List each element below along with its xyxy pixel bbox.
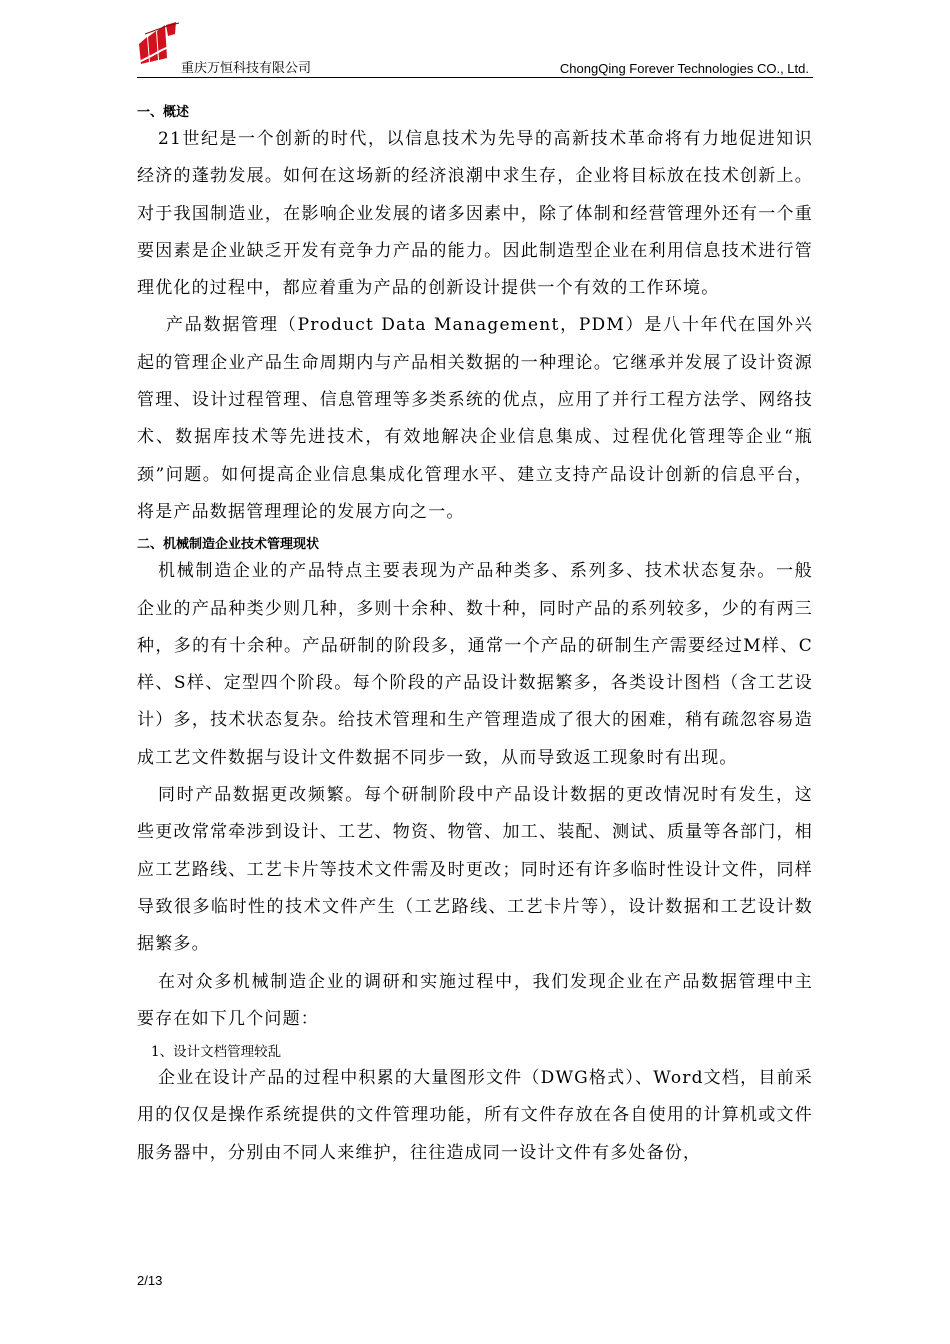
page-number: 2/13 bbox=[137, 1273, 163, 1288]
paragraph-status-1: 机械制造企业的产品特点主要表现为产品种类多、系列多、技术状态复杂。一般企业的产品种类少则几种，多则十余种、数十种，同时产品的系列较多，少的有两三种，多的有十余种。产品研制的阶段多，通常一个产品的研制生产需要经过M样、C样、S样、定型四个阶段。每个阶段的产品设计数据繁多，各类设计图档（含工艺设计）多，技术状态复杂。给技术管理和生产管理造成了很大的困难，稍有疏忽容易造成工艺文件数据与设计文件数据不同步一致，从而导致返工现象时有出现。 bbox=[137, 561, 813, 768]
subheading-document-management: 1、设计文档管理较乱 bbox=[151, 1044, 282, 1061]
paragraph-status-3: 在对众多机械制造企业的调研和实施过程中，我们发现企业在产品数据管理中主要存在如下几个问题： bbox=[137, 971, 813, 1029]
header-company-cn: 重庆万恒科技有限公司 bbox=[181, 61, 312, 76]
paragraph-overview-2: 产品数据管理（Product Data Management，PDM）是八十年代在国外兴起的管理企业产品生命周期内与产品相关数据的一种理论。它继承并发展了设计资源管理、设计过程管理、信息管理等多类系统的优点，应用了并行工程方法学、网络技术、数据库技术等先进技术，有效地解决企业信息集成、过程优化管理等企业“瓶颈”问题。如何提高企业信息集成化管理水平、建立支持产品设计创新的信息平台，将是产品数据管理理论的发展方向之一。 bbox=[137, 315, 813, 522]
section-heading-overview: 一、概述 bbox=[137, 105, 190, 120]
company-logo bbox=[137, 22, 183, 66]
section-heading-status: 二、机械制造企业技术管理现状 bbox=[137, 537, 320, 553]
paragraph-overview-1: 21世纪是一个创新的时代，以信息技术为先导的高新技术革命将有力地促进知识经济的蓬勃发展。如何在这场新的经济浪潮中求生存，企业将目标放在技术创新上。对于我国制造业，在影响企业发展的诸多因素中，除了体制和经营管理外还有一个重要因素是企业缺乏开发有竞争力产品的能力。因此制造型企业在利用信息技术进行管理优化的过程中，都应着重为产品的创新设计提供一个有效的工作环境。 bbox=[137, 129, 813, 299]
paragraph-status-4: 企业在设计产品的过程中积累的大量图形文件（DWG格式）、Word文档，目前采用的仅仅是操作系统提供的文件管理功能，所有文件存放在各自使用的计算机或文件服务器中，分别由不同人来维护，往往造成同一设计文件有多处备份， bbox=[137, 1068, 813, 1163]
paragraph-status-2: 同时产品数据更改频繁。每个研制阶段中产品设计数据的更改情况时有发生，这些更改常常牵涉到设计、工艺、物资、物管、加工、装配、测试、质量等各部门，相应工艺路线、工艺卡片等技术文件需及时更改；同时还有许多临时性设计文件，同样导致很多临时性的技术文件产生（工艺路线、工艺卡片等），设计数据和工艺设计数据繁多。 bbox=[137, 785, 813, 955]
header-company-en: ChongQing Forever Technologies CO., Ltd. bbox=[559, 61, 809, 76]
header-divider bbox=[137, 77, 813, 78]
document-body bbox=[137, 95, 813, 1172]
